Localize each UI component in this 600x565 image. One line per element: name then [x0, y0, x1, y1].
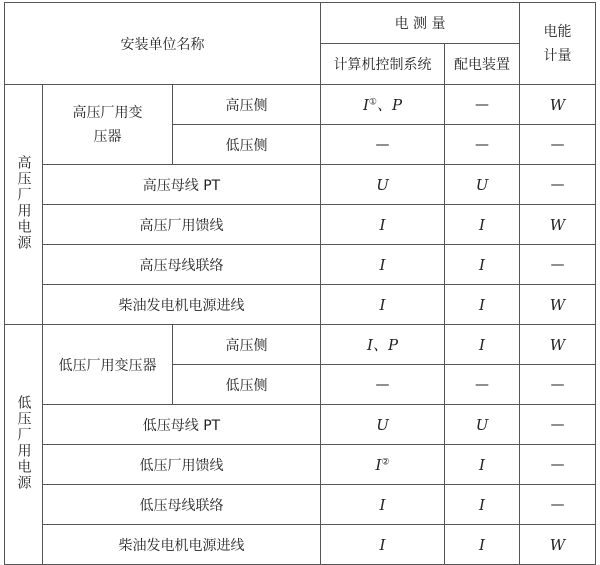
measurement-config-table [4, 2, 596, 565]
device-cell: U [445, 405, 520, 445]
row-name: 低压厂用馈线 [43, 445, 321, 485]
energy-cell: W [520, 325, 596, 365]
table-row [5, 245, 596, 285]
header-distribution-device: 配电装置 [445, 44, 520, 85]
device-cell: I [445, 485, 520, 525]
row-name: 低压母线联络 [43, 485, 321, 525]
energy-cell: — [520, 245, 596, 285]
energy-cell: W [520, 285, 596, 325]
table-row [5, 445, 596, 485]
group-label: 高压厂用电源 [5, 85, 43, 325]
row-name: 高压母线联络 [43, 245, 321, 285]
energy-cell: W [520, 205, 596, 245]
header-name-col: 安装单位名称 [5, 3, 321, 85]
transformer-label: 高压厂用变压器 [43, 85, 173, 165]
table-row [5, 405, 596, 445]
energy-cell: — [520, 485, 596, 525]
computer-cell: I、P [321, 325, 445, 365]
table-row [5, 485, 596, 525]
computer-cell: I [321, 525, 445, 565]
row-name: 柴油发电机电源进线 [43, 525, 321, 565]
header-energy-metering: 电能计量 [520, 3, 596, 85]
header-computer-system: 计算机控制系统 [321, 44, 445, 85]
group-label: 低压厂用电源 [5, 325, 43, 565]
side-label: 低压侧 [173, 365, 321, 405]
device-cell: — [445, 125, 520, 165]
computer-cell: U [321, 165, 445, 205]
table-row [5, 285, 596, 325]
row-name: 低压母线 PT [43, 405, 321, 445]
transformer-label: 低压厂用变压器 [43, 325, 173, 405]
device-cell: I [445, 245, 520, 285]
table-row [5, 325, 596, 365]
device-cell: I [445, 525, 520, 565]
row-name: 高压母线 PT [43, 165, 321, 205]
computer-cell: I [321, 485, 445, 525]
table-row [5, 85, 596, 125]
energy-cell: W [520, 525, 596, 565]
row-name: 高压厂用馈线 [43, 205, 321, 245]
header-row-1 [5, 3, 596, 44]
table-row [5, 165, 596, 205]
computer-cell: I [321, 205, 445, 245]
energy-cell: — [520, 405, 596, 445]
computer-cell: I② [321, 445, 445, 485]
device-cell: — [445, 85, 520, 125]
computer-cell: I①、P [321, 85, 445, 125]
row-name: 柴油发电机电源进线 [43, 285, 321, 325]
header-measurement-group: 电 测 量 [321, 3, 520, 44]
device-cell: — [445, 365, 520, 405]
energy-cell: — [520, 125, 596, 165]
side-label: 高压侧 [173, 85, 321, 125]
device-cell: I [445, 445, 520, 485]
computer-cell: I [321, 285, 445, 325]
energy-cell: W [520, 85, 596, 125]
device-cell: I [445, 285, 520, 325]
table-row [5, 205, 596, 245]
energy-cell: — [520, 165, 596, 205]
table-row [5, 525, 596, 565]
device-cell: U [445, 165, 520, 205]
computer-cell: — [321, 365, 445, 405]
side-label: 低压侧 [173, 125, 321, 165]
device-cell: I [445, 325, 520, 365]
computer-cell: I [321, 245, 445, 285]
computer-cell: U [321, 405, 445, 445]
device-cell: I [445, 205, 520, 245]
side-label: 高压侧 [173, 325, 321, 365]
energy-cell: — [520, 445, 596, 485]
computer-cell: — [321, 125, 445, 165]
energy-cell: — [520, 365, 596, 405]
